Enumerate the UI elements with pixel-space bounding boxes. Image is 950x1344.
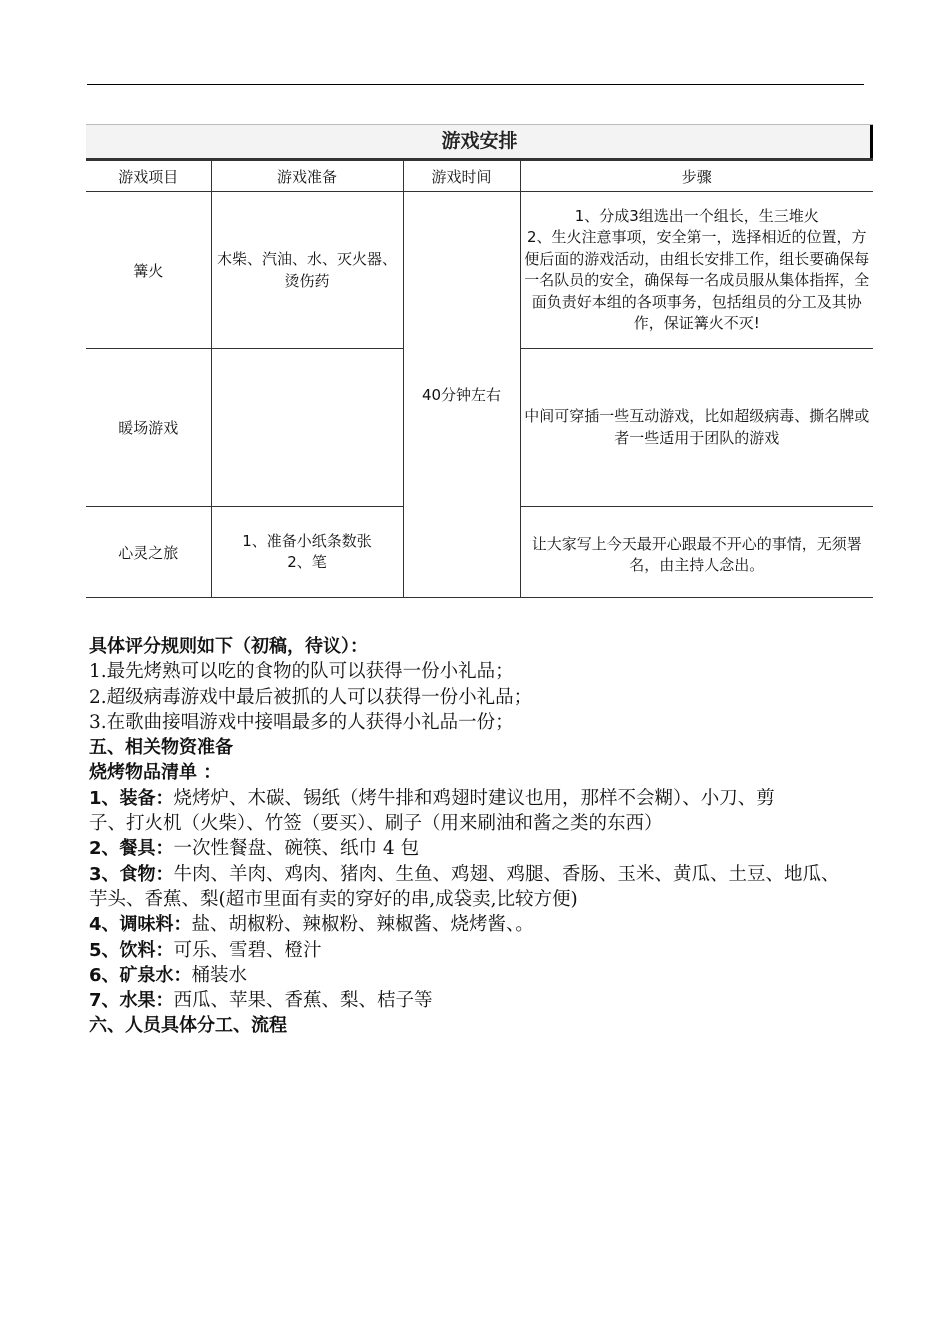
- list-item: 5、饮料：可乐、雪碧、橙汁: [89, 939, 322, 961]
- title-right-bar: [870, 125, 873, 158]
- step-line: 2、生火注意事项，安全第一，选择相近的位置，方便后面的游戏活动，由组长安排工作，组长要确保每一名队员的安全，确保每一名成员服从集体指挥，全面负责好本组的各项事务，包括组员的分工及其协作，保证篝火不灭!: [524, 228, 870, 332]
- list-item-continuation: 芋头、香蕉、梨(超市里面有卖的穿好的串,成袋卖,比较方便): [89, 888, 578, 910]
- header-time: 游戏时间: [403, 161, 520, 192]
- header-item: 游戏项目: [86, 161, 211, 192]
- prep-line: 2、笔: [287, 553, 327, 571]
- list-item: 1、装备：烧烤炉、木碳、锡纸（烤牛排和鸡翅时建议也用，那样不会糊）、小刀、剪: [89, 787, 775, 809]
- row-prep: [211, 507, 403, 598]
- scoring-rule: 3.在歌曲接唱游戏中接唱最多的人获得小礼品一份；: [89, 711, 514, 733]
- list-item: 3、食物：牛肉、羊肉、鸡肉、猪肉、生鱼、鸡翅、鸡腿、香肠、玉米、黄瓜、土豆、地瓜、: [89, 863, 840, 885]
- header-steps: 步骤: [520, 161, 873, 192]
- scoring-rule: 2.超级病毒游戏中最后被抓的人可以获得一份小礼品；: [89, 686, 533, 708]
- list-item: 2、餐具：一次性餐盘、碗筷、纸巾 4 包: [89, 838, 420, 860]
- section-heading: 五、相关物资准备: [89, 737, 233, 759]
- schedule-grid: [86, 160, 873, 598]
- row-steps: [520, 507, 873, 598]
- list-item: 4、调味料：盐、胡椒粉、辣椒粉、辣椒酱、烧烤酱、。: [89, 914, 534, 936]
- list-item: 7、水果：西瓜、苹果、香蕉、梨、桔子等: [89, 990, 433, 1012]
- row-prep: [211, 349, 403, 507]
- step-line: 中间可穿插一些互动游戏，比如超级病毒、撕名牌或者一些适用于团队的游戏: [524, 407, 870, 447]
- header-rule: [87, 84, 864, 85]
- step-line: 1、分成3组选出一个组长，生三堆火: [574, 206, 819, 225]
- list-heading: 烧烤物品清单 ：: [89, 762, 222, 784]
- row-prep: 木柴、汽油、水、灭火器、烫伤药: [211, 192, 403, 349]
- table-title: [86, 124, 873, 160]
- scoring-rule: 1.最先烤熟可以吃的食物的队可以获得一份小礼品；: [89, 661, 514, 683]
- row-steps: [520, 349, 873, 507]
- table-title-text: 游戏安排: [441, 130, 518, 152]
- row-item: 暖场游戏: [86, 349, 211, 507]
- row-item: 心灵之旅: [86, 507, 211, 598]
- section-heading: 六、人员具体分工、流程: [89, 1015, 287, 1037]
- step-line: 让大家写上今天最开心跟最不开心的事情，无须署名，由主持人念出。: [531, 534, 862, 574]
- header-prep: 游戏准备: [211, 161, 403, 192]
- list-item: 6、矿泉水：桶装水: [89, 964, 248, 986]
- list-item-continuation: 子、打火机（火柴）、竹签（要买）、刷子（用来刷油和酱之类的东西）: [89, 813, 663, 835]
- table-row: [86, 192, 873, 349]
- row-steps: [520, 192, 873, 349]
- row-item: 篝火: [86, 192, 211, 349]
- prep-line: 1、准备小纸条数张: [242, 532, 372, 550]
- row-time: 40分钟左右: [403, 192, 520, 598]
- schedule-table: [86, 124, 873, 598]
- body-text: [89, 634, 889, 1039]
- scoring-heading: 具体评分规则如下（初稿，待议）：: [89, 636, 368, 657]
- table-header-row: [86, 161, 873, 192]
